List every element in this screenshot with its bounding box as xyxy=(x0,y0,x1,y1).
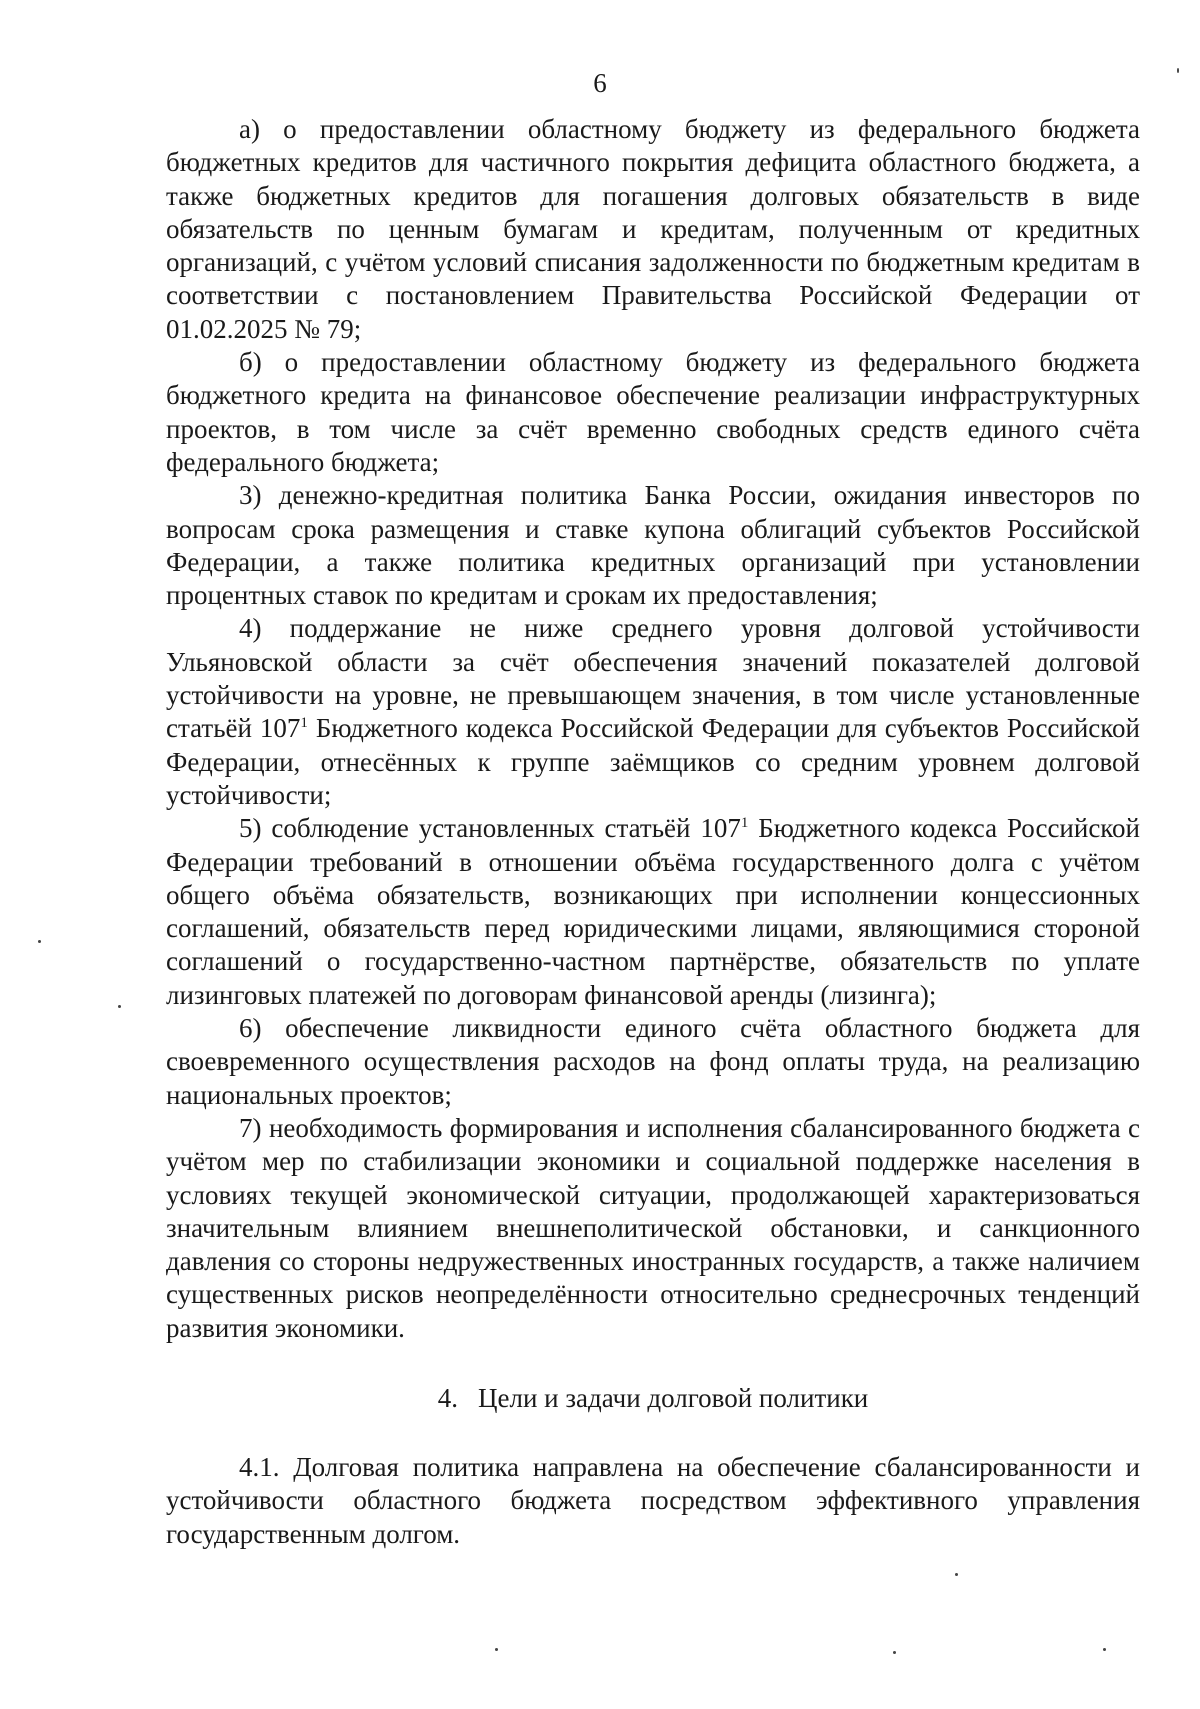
scan-speck xyxy=(1103,1648,1106,1651)
paragraph-6: 6) обеспечение ликвидности единого счёта областного бюджета для своевременного осуществления расходов на фонд оплаты труда, на реализацию национальных проектов; xyxy=(166,1013,1140,1110)
page-number: 6 xyxy=(593,68,607,98)
scan-speck xyxy=(38,940,41,943)
paragraph-b: б) о предоставлении областному бюджету из федерального бюджета бюджетного кредита на финансовое обеспечение реализации инфраструктурных проектов, в том числе за счёт временно свободных средств единого счёта федерального бюджета; xyxy=(166,347,1140,477)
scan-speck xyxy=(955,1573,958,1576)
paragraph-4-1: 4.1. Долговая политика направлена на обеспечение сбалансированности и устойчивости областного бюджета посредством эффективного управления государственным долгом. xyxy=(166,1451,1140,1549)
article-superscript: 1 xyxy=(300,715,308,732)
paragraph-4 xyxy=(166,612,1140,812)
document-body xyxy=(166,113,1140,1551)
paragraph-5-text-start: 5) соблюдение установленных статьёй 107 xyxy=(239,813,741,844)
section-number: 4. xyxy=(437,1382,458,1413)
paragraph-4-text-end: Бюджетного кодекса Российской Федерации для субъектов Российской Федерации, отнесённых к группе заёмщиков со средним уровнем долговой устойчивости; xyxy=(166,713,1140,810)
scan-speck xyxy=(1177,68,1179,73)
paragraph-5-text-end: Бюджетного кодекса Российской Федерации требований в отношении объёма государственного долга с учётом общего объёма обязательств, возникающих при исполнении концессионных соглашений, обязательств перед юридическими лицами, являющимися стороной соглашений о государственно-частном партнёрстве, обязательств по уплате лизинговых платежей по договорам финансовой аренды (лизинга); xyxy=(166,813,1140,1010)
paragraph-3: 3) денежно-кредитная политика Банка России, ожидания инвесторов по вопросам срока размещения и ставке купона облигаций субъектов Российской Федерации, а также политика кредитных организаций при установлении процентных ставок по кредитам и срокам их предоставления; xyxy=(166,480,1140,611)
paragraph-7: 7) необходимость формирования и исполнения сбалансированного бюджета с учётом мер по стабилизации экономики и социальной поддержке населения в условиях текущей экономической ситуации, продолжающей характеризоваться значительным влиянием внешнеполитической обстановки, и санкционного давления со стороны недружественных иностранных государств, а также наличием существенных рисков неопределённости относительно среднесрочных тенденций развития экономики. xyxy=(166,1112,1140,1343)
paragraph-a: а) о предоставлении областному бюджету из федерального бюджета бюджетных кредитов для частичного покрытия дефицита областного бюджета, а также бюджетных кредитов для погашения долговых обязательств в виде обязательств по ценным бумагам и кредитам, полученным от кредитных организаций, с учётом условий списания задолженности по бюджетным кредитам в соответствии с постановлением Правительства Российской Федерации от 01.02.2025 № 79; xyxy=(166,114,1140,344)
scan-speck xyxy=(118,1005,121,1008)
scan-speck xyxy=(893,1651,896,1654)
paragraph-4-text-start: 4) поддержание не ниже среднего уровня долговой устойчивости Ульяновской области за счёт обеспечения значений показателей долговой устойчивости на уровне, не превышающем значения, в том числе установленные статьёй 107 xyxy=(166,613,1140,744)
scan-speck xyxy=(495,1648,498,1651)
paragraph-5 xyxy=(166,812,1140,1012)
section-title: Цели и задачи долговой политики xyxy=(477,1382,869,1413)
section-heading xyxy=(166,1382,1140,1415)
article-superscript: 1 xyxy=(740,815,749,832)
